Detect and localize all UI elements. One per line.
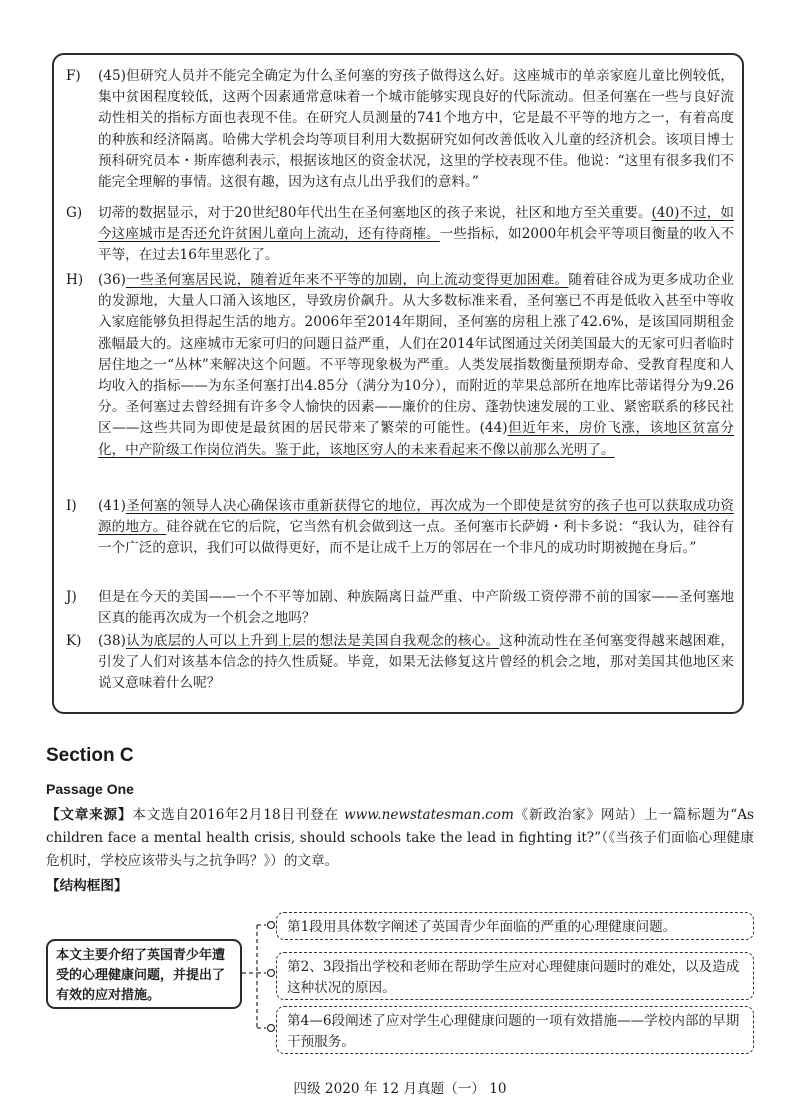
source-label: 【文章来源】 — [46, 807, 133, 823]
paragraph-text — [98, 496, 734, 560]
paragraph-label: G) — [66, 205, 83, 221]
page-footer: 四级 2020 年 12 月真题（一） 10 — [293, 1081, 507, 1097]
text-segment: 但是在今天的美国——一个不平等加剧、种族隔离日益严重、中产阶级工资停滞不前的国家——圣何塞地区真的能再次成为一个机会之地吗？ — [98, 589, 734, 627]
paragraph-h — [66, 270, 735, 461]
paragraph-i — [66, 496, 734, 560]
source-post: 《新政治家》网站）上一篇标题为“As children face a mental health crisis, should schools take the lead in fighting it?”（《当孩子们面临心理健康危机时，学校应该带头与之抗争吗？》）的文章。 — [46, 807, 754, 869]
source-pre: 本文选自2016年2月18日刊登在 — [132, 807, 339, 823]
paragraph-label: F) — [66, 68, 81, 84]
underlined-answer-text: 圣何塞的领导人决心确保该市重新获得它的地位，再次成为一个即使是贫穷的孩子也可以获取成功资源的地方。 — [98, 498, 734, 536]
structure-item-1: 第1段用具体数字阐述了英国青少年面临的严重的心理健康问题。 — [276, 912, 754, 940]
paragraph-text — [98, 203, 734, 267]
underlined-answer-text: 一些圣何塞居民说，随着近年来不平等的加剧，向上流动变得更加困难。 — [125, 272, 569, 288]
paragraph-text — [98, 587, 734, 629]
paragraph-text — [98, 66, 734, 193]
text-segment: 一些指标，如2000年机会平等项目衡量的收入不平等，在过去16年里恶化了。 — [98, 226, 735, 264]
text-segment: (41) — [98, 498, 126, 514]
source-url: www.newstatesman.com — [344, 807, 514, 823]
text-segment: 这种流动性在圣何塞变得越来越困难，引发了人们对该基本信念的持久性质疑。毕竟，如果无法修复这片曾经的机会之地，那对美国其他地区来说又意味着什么呢？ — [98, 633, 734, 692]
structure-label: 【结构框图】 — [46, 878, 128, 894]
text-segment: (36) — [98, 272, 126, 288]
structure-item-3: 第4—6段阐述了应对学生心理健康问题的一项有效措施——学校内部的早期干预服务。 — [276, 1006, 754, 1054]
paragraph-label: I) — [66, 498, 77, 514]
passage-title: Passage One — [46, 781, 134, 797]
text-segment: (45)但研究人员并不能完全确定为什么圣何塞的穷孩子做得这么好。这座城市的单亲家庭儿童比例较低，集中贫困程度较低，这两个因素通常意味着一个城市能够实现良好的代际流动。但圣何塞在一些与良好流动性相关的指标方面也表现不佳。在研究人员测量的741个地方中，它是最不平等的地方之一，有着高度的种族和经济隔离。哈佛大学机会均等项目利用大数据研究如何改善低收入儿童的经济机会。该项目博士预科研究员本・斯库德利表示，根据该地区的资金状况，这里的学校表现不佳。他说：“这里有很多我们不能完全理解的事情。这很有趣，因为这有点儿出乎我们的意料。” — [98, 68, 734, 191]
structure-item-2: 第2、3段指出学校和老师在帮助学生应对心理健康问题时的难处，以及造成这种状况的原因。 — [276, 952, 754, 1000]
paragraph-label: J) — [66, 589, 77, 605]
text-segment: 随着硅谷成为更多成功企业的发源地，大量人口涌入该地区，导致房价飙升。从大多数标准来看，圣何塞已不再是低收入甚至中等收入家庭能够负担得起生活的地方。2006年至2014年期间，圣何塞的房租上涨了42.6%，是该国同期租金涨幅最大的。这座城市无家可归的问题日益严重，人们在2014年试图通过关闭美国最大的无家可归者临时居住地之一“丛林”来解决这个问题。不平等现象极为严重。人类发展指数衡量预期寿命、受教育程度和人均收入的指标——为东圣何塞打出4.85分（满分为10分），而附近的苹果总部所在地库比蒂诺得分为9.26分。圣何塞过去曾经拥有许多令人愉快的因素——廉价的住房、蓬勃快速发展的工业、紧密联系的移民社区——这些共同为即使是最贫困的居民带来了繁荣的可能性。(44) — [98, 272, 735, 437]
text-segment: (38) — [98, 633, 126, 649]
text-segment: 切蒂的数据显示，对于20世纪80年代出生在圣何塞地区的孩子来说，社区和地方至关重要。 — [98, 205, 652, 221]
paragraph-label: H) — [66, 272, 84, 288]
underlined-answer-text: 认为底层的人可以上升到上层的想法是美国自我观念的核心。 — [125, 633, 500, 649]
paragraph-g — [66, 203, 735, 267]
text-segment: 硅谷就在它的后院，它当然有机会做到这一点。圣何塞市长萨姆・利卡多说：“我认为，硅谷有一个广泛的意识，我们可以做得更好，而不是让成千上万的邻居在一个非凡的成功时期被抛在身后。” — [98, 519, 734, 557]
article-source — [46, 804, 754, 873]
paragraph-k — [66, 631, 734, 695]
underlined-answer-text: 但近年来，房价飞涨，该地区贫富分化，中产阶级工作岗位消失。鉴于此，该地区穷人的未来看起来不像以前那么光明了。 — [98, 420, 735, 458]
paragraph-text — [98, 270, 734, 461]
paragraph-label: K) — [66, 633, 82, 649]
paragraph-text — [98, 631, 734, 695]
underlined-answer-text: (40)不过，如今这座城市是否还允许贫困儿童向上流动，还有待商榷。 — [98, 205, 734, 243]
structure-main-box: 本文主要介绍了英国青少年遭受的心理健康问题，并提出了有效的应对措施。 — [46, 939, 242, 1009]
section-title: Section C — [46, 745, 134, 766]
paragraph-f — [66, 66, 734, 193]
paragraph-j — [66, 587, 734, 629]
